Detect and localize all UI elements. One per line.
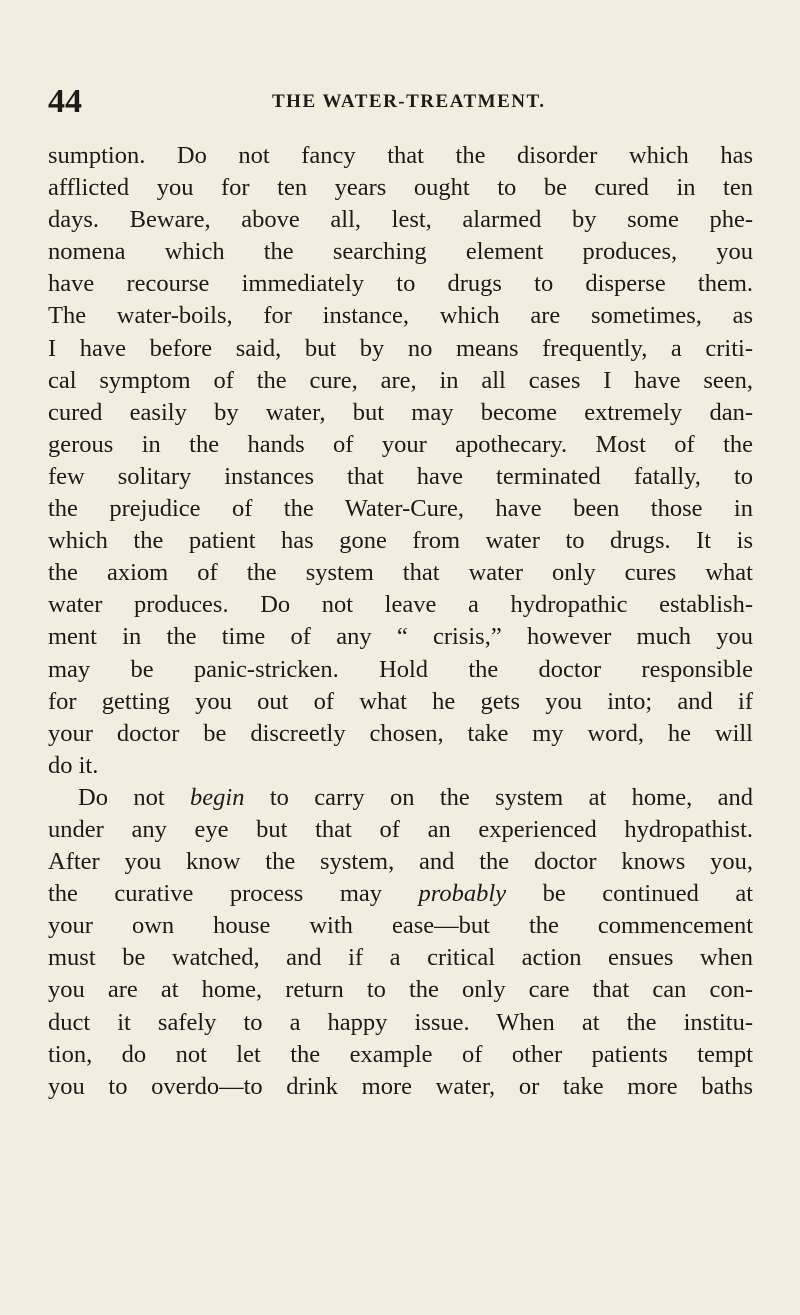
text-line: your own house with ease—but the commencement xyxy=(48,912,753,940)
text-line: afflicted you for ten years ought to be cured in ten xyxy=(48,174,753,202)
text-line: sumption. Do not fancy that the disorder which has xyxy=(48,142,753,169)
text-line: days. Beware, above all, lest, alarmed by some phe- xyxy=(48,206,753,234)
text-line: you to overdo—to drink more water, or take more baths xyxy=(48,1072,753,1100)
text-line: you are at home, return to the only care that can con- xyxy=(48,976,753,1004)
text-line: few solitary instances that have terminated fatally, to xyxy=(48,462,753,490)
italic-emphasis: begin xyxy=(190,783,245,811)
text-line: under any eye but that of an experienced hydropathist. xyxy=(48,815,753,843)
text-line xyxy=(48,782,753,814)
text-line: The water-boils, for instance, which are sometimes, as xyxy=(48,302,753,330)
text-line: cured easily by water, but may become extremely dan- xyxy=(48,398,753,426)
text-line xyxy=(48,878,753,910)
text-line: water produces. Do not leave a hydropathic establish- xyxy=(48,591,753,619)
page-header xyxy=(48,84,708,120)
text-line: do it. xyxy=(48,751,99,779)
text-line: the axiom of the system that water only cures what xyxy=(48,559,753,587)
text-line: I have before said, but by no means frequently, a criti- xyxy=(48,334,753,362)
text-line: must be watched, and if a critical action ensues when xyxy=(48,944,753,972)
text-line: for getting you out of what he gets you into; and if xyxy=(48,687,753,715)
text-line: have recourse immediately to drugs to disperse them. xyxy=(48,270,753,298)
text-run: Do not xyxy=(78,783,191,811)
running-head: THE WATER-TREATMENT. xyxy=(272,91,546,112)
text-line: After you know the system, and the doctor knows you, xyxy=(48,848,753,876)
text-line: tion, do not let the example of other patients tempt xyxy=(48,1040,753,1068)
text-line: the prejudice of the Water-Cure, have been those in xyxy=(48,495,753,523)
text-line: gerous in the hands of your apothecary. Most of the xyxy=(48,430,753,458)
text-line: may be panic-stricken. Hold the doctor responsible xyxy=(48,655,753,683)
body-text xyxy=(48,140,753,1103)
text-run: the curative process may xyxy=(48,880,419,908)
paragraph-1 xyxy=(48,140,753,782)
page-number: 44 xyxy=(48,83,82,120)
text-run: be continued at xyxy=(506,880,754,908)
text-line: which the patient has gone from water to drugs. It is xyxy=(48,527,753,555)
text-run: to carry on the system at home, and xyxy=(244,783,753,811)
italic-emphasis: probably xyxy=(418,880,507,908)
text-line: cal symptom of the cure, are, in all cases I have seen, xyxy=(48,366,753,394)
text-line: duct it safely to a happy issue. When at the institu- xyxy=(48,1008,753,1036)
text-line: nomena which the searching element produces, you xyxy=(48,238,753,266)
text-line: your doctor be discreetly chosen, take my word, he will xyxy=(48,719,753,747)
text-line: ment in the time of any “ crisis,” however much you xyxy=(48,623,753,651)
paragraph-2 xyxy=(48,782,753,1103)
